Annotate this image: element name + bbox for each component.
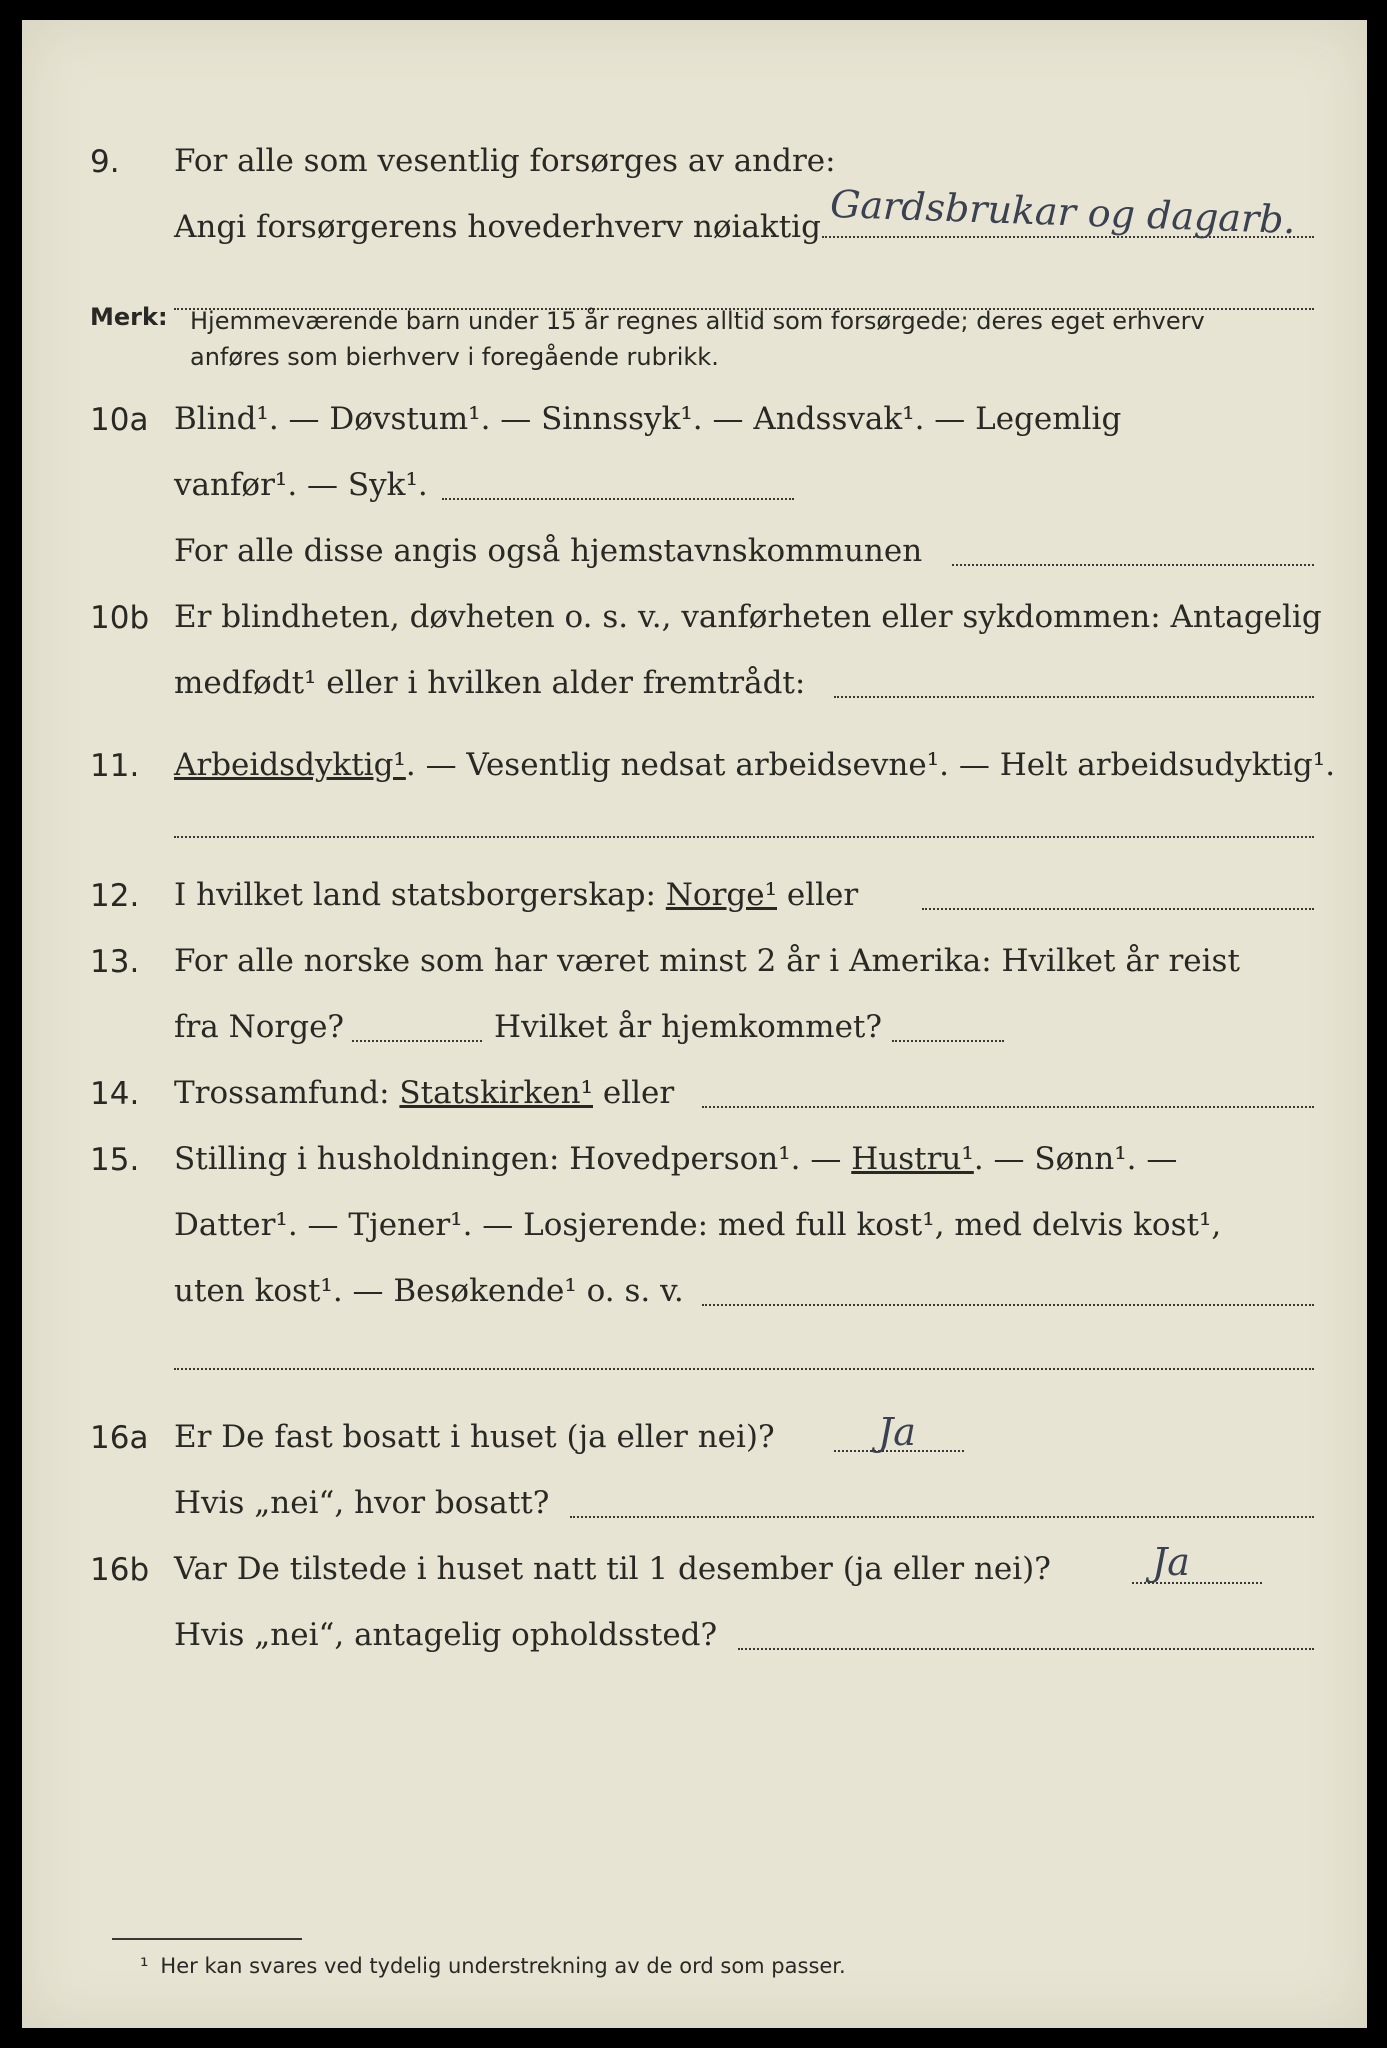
question-line: medfødt¹ eller i hvilken alder fremtrådt: [174, 665, 806, 701]
question-line-text: Trossamfund: [174, 1075, 400, 1111]
handwritten-answer[interactable]: Gardsbrukar og dagarb. [829, 181, 1297, 243]
question-line [174, 994, 1240, 1060]
question-line [174, 862, 858, 928]
answer-line [442, 498, 794, 500]
question-number: 11. [90, 748, 140, 784]
question-line [174, 1060, 674, 1126]
question-line-text: Stilling i husholdningen: Hovedperson¹. — [174, 1141, 852, 1177]
handwritten-answer[interactable]: Ja [878, 1410, 916, 1454]
question-line: vanfør¹. — Syk¹. [174, 467, 428, 503]
question-line: For alle som vesentlig forsørges av andre: [174, 143, 836, 179]
question-text [174, 862, 858, 928]
selected-option[interactable]: Arbeidsdyktig¹ [174, 747, 406, 783]
note-text [190, 303, 1205, 375]
question-text [174, 1126, 1221, 1324]
question-text [174, 1060, 674, 1126]
answer-line [702, 1304, 1314, 1306]
note [90, 303, 1205, 371]
question-line [174, 194, 836, 260]
question-number: 16a [90, 1420, 149, 1456]
question-line [174, 1126, 1221, 1192]
note-label: Merk: [90, 303, 168, 331]
answer-line [1132, 1582, 1262, 1584]
answer-line [892, 1040, 1004, 1042]
answer-line [834, 1450, 964, 1452]
blank-line [174, 1368, 1314, 1370]
answer-line [570, 1516, 1314, 1518]
question-line-text: eller [777, 877, 859, 913]
question-line: Hvis „nei“, hvor bosatt? [174, 1485, 550, 1521]
note-line: anføres som bierhverv i foregående rubrikk. [190, 343, 719, 371]
question-line: Hvis „nei“, antagelig opholdssted? [174, 1617, 718, 1653]
answer-line [352, 1040, 482, 1042]
question-line: Var De tilstede i huset natt til 1 desember (ja eller nei)? [174, 1551, 1051, 1587]
question-line: uten kost¹. — Besøkende¹ o. s. v. [174, 1273, 684, 1309]
question-line-text: Hvilket år hjemkommet? [494, 1009, 883, 1045]
footnote [140, 1954, 846, 1978]
question-line-text: eller [593, 1075, 675, 1111]
question-number: 16b [90, 1552, 150, 1588]
question-line: Datter¹. — Tjener¹. — Losjerende: med full kost¹, med delvis kost¹, [174, 1207, 1222, 1243]
question-number: 13. [90, 944, 140, 980]
footnote-text: Her kan svares ved tydelig understrekning av de ord som passer. [160, 1954, 846, 1978]
question-line-text: fra Norge? [174, 1009, 345, 1045]
answer-line [834, 696, 1314, 698]
question-line-text: . — Sønn¹. — [973, 1141, 1178, 1177]
question-line-text: . — Vesentlig nedsat arbeidsevne¹. — Helt arbeidsudyktig¹. [405, 747, 1336, 783]
answer-line [952, 564, 1314, 566]
note-line: Hjemmeværende barn under 15 år regnes alltid som forsørgede; deres eget erhverv [190, 307, 1205, 335]
question-text [174, 732, 1335, 798]
question-text [174, 386, 1121, 584]
question-line: Blind¹. — Døvstum¹. — Sinnssyk¹. — Andssvak¹. — Legemlig [174, 401, 1122, 437]
question-line: For alle norske som har været minst 2 år i Amerika: Hvilket år reist [174, 943, 1240, 979]
question-number: 10b [90, 600, 150, 636]
question-number: 15. [90, 1142, 140, 1178]
question-number: 14. [90, 1076, 140, 1112]
question-line: For alle disse angis også hjemstavnskommunen [174, 533, 923, 569]
question-line: Er blindheten, døvheten o. s. v., vanførheten eller sykdommen: Antagelig [174, 599, 1322, 635]
footnote-divider [112, 1938, 302, 1940]
answer-line [738, 1648, 1314, 1650]
answer-line [922, 908, 1314, 910]
census-form-page [22, 20, 1367, 2028]
question-number: 9. [90, 144, 120, 180]
selected-option[interactable]: Hustru¹ [851, 1141, 974, 1177]
question-text [174, 928, 1240, 1060]
footnote-mark: ¹ [140, 1954, 149, 1978]
answer-line [702, 1106, 1314, 1108]
question-line-text: I hvilket land statsborgerskap: [174, 877, 666, 913]
blank-line [174, 836, 1314, 838]
question-number: 10a [90, 402, 149, 438]
handwritten-answer[interactable]: Ja [1152, 1540, 1190, 1584]
selected-option[interactable]: Norge¹ [665, 877, 778, 913]
selected-option[interactable]: Statskirken¹ [399, 1075, 593, 1111]
question-text [174, 128, 836, 260]
question-line-text: Angi forsørgerens hovederhverv nøiaktig [174, 209, 821, 245]
question-line: Er De fast bosatt i huset (ja eller nei)? [174, 1419, 775, 1455]
question-number: 12. [90, 878, 140, 914]
question-line [174, 732, 1335, 798]
